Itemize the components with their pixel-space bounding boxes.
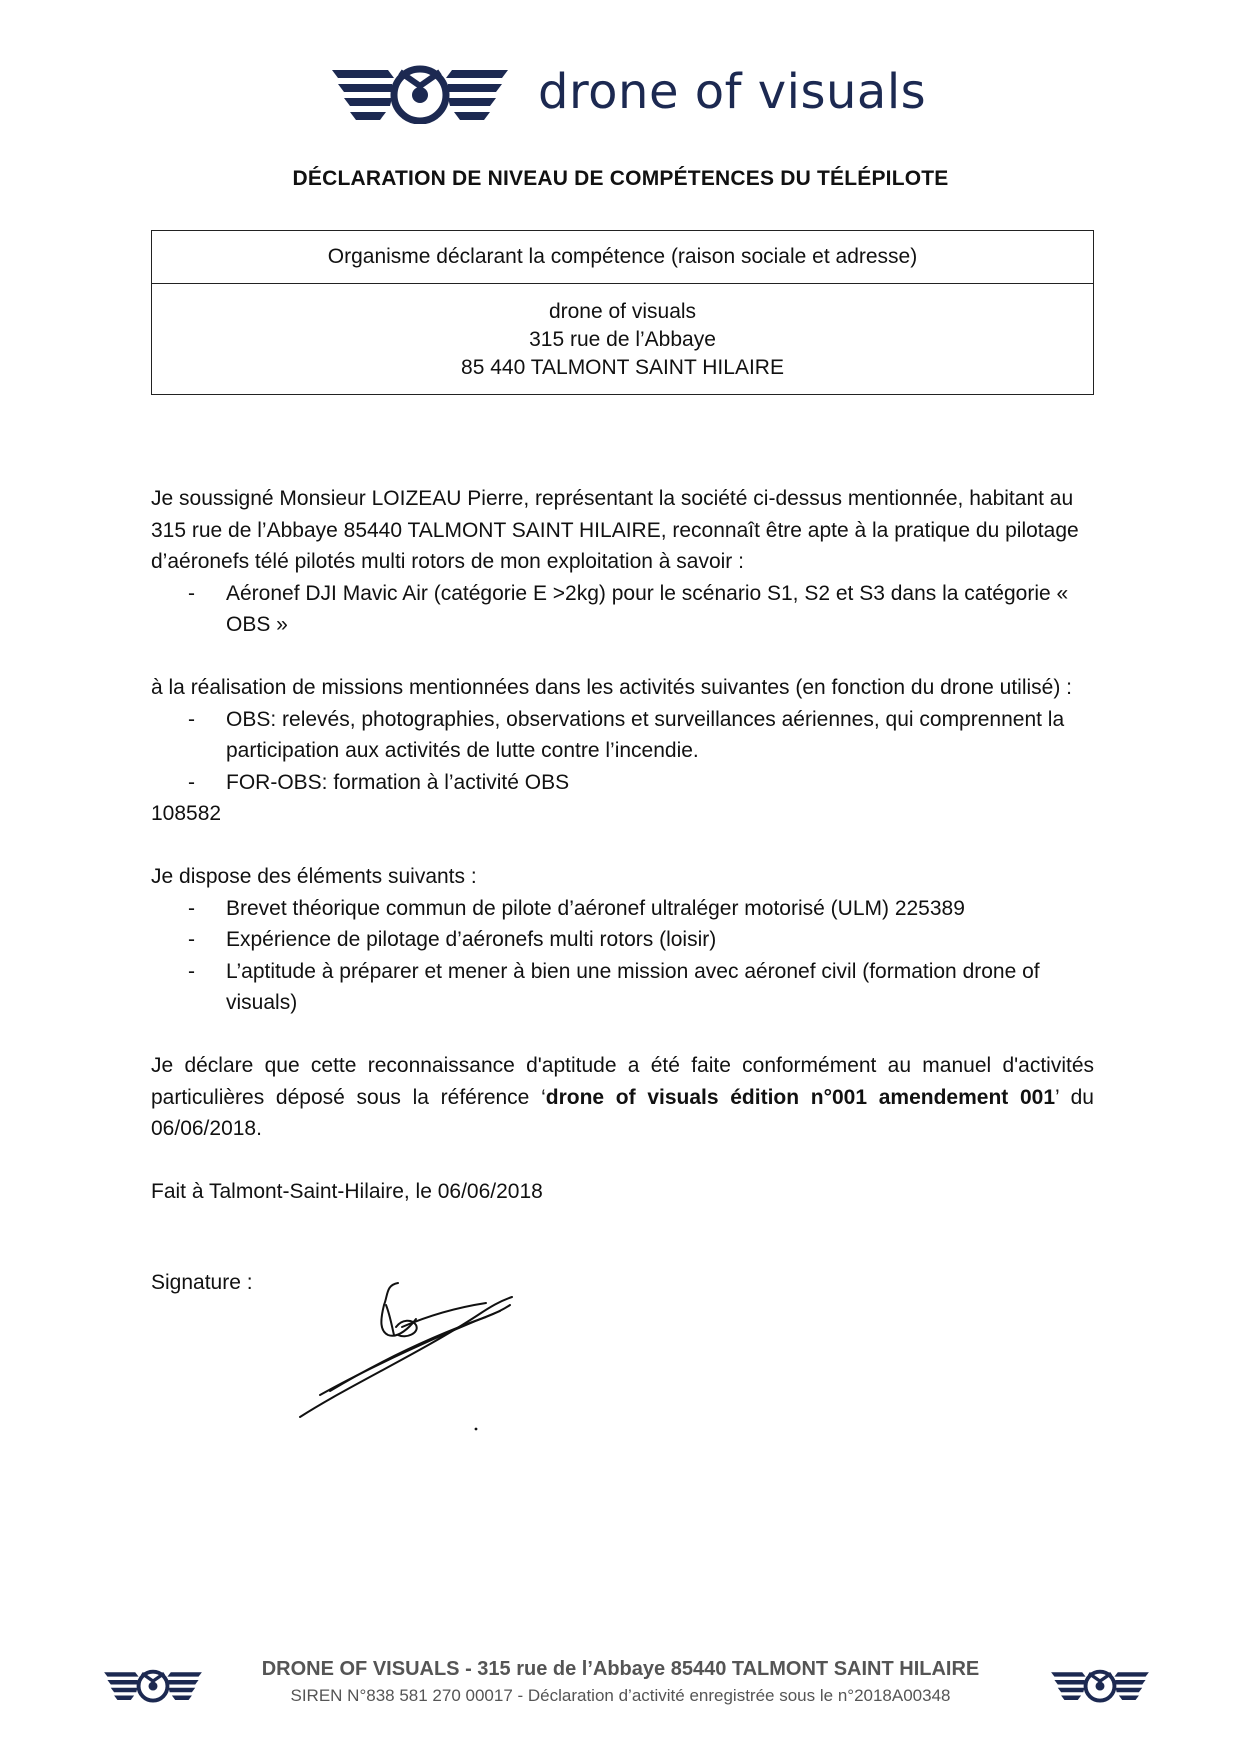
drone-of-visuals-logo-icon bbox=[1050, 1665, 1150, 1705]
organization-table bbox=[151, 230, 1094, 395]
aircraft-item: - Aéronef DJI Mavic Air (catégorie E >2kg) pour le scénario S1, S2 et S3 dans la catégorie « OBS » bbox=[188, 581, 1069, 636]
footer-company-address: DRONE OF VISUALS - 315 rue de l’Abbaye 85440 TALMONT SAINT HILAIRE bbox=[261, 1658, 980, 1680]
document-title: DÉCLARATION DE NIVEAU DE COMPÉTENCES DU TÉLÉPILOTE bbox=[292, 167, 949, 190]
drone-of-visuals-logo-icon bbox=[330, 62, 510, 124]
manual-reference: drone of visuals édition n°001 amendement 001 bbox=[545, 1085, 1056, 1109]
declaration-body bbox=[151, 483, 1094, 1208]
organization-table-header: Organisme déclarant la compétence (raison sociale et adresse) bbox=[152, 231, 1093, 284]
element-item: - L’aptitude à préparer et mener à bien une mission avec aéronef civil (formation drone of visuals) bbox=[188, 959, 1040, 1014]
signature-label: Signature : bbox=[151, 1271, 253, 1294]
element-item: - Brevet théorique commun de pilote d’aéronef ultraléger motorisé (ULM) 225389 bbox=[188, 896, 965, 920]
declaration-paragraph: Je déclare que cette reconnaissance d'aptitude a été faite conformément au manuel d'activités particulières déposé sous la référence ‘drone of visuals édition n°001 amendement 001’ du 06/06/2018. bbox=[151, 1054, 1094, 1140]
mission-item: - FOR-OBS: formation à l’activité OBS bbox=[188, 770, 570, 794]
brand-name: drone of visuals bbox=[538, 64, 927, 120]
intro-paragraph: Je soussigné Monsieur LOIZEAU Pierre, représentant la société ci-dessus mentionnée, habitant au 315 rue de l’Abbaye 85440 TALMONT SAINT HILAIRE, reconnaît être apte à la pratique du pilotage d’aéronefs télé pilotés multi rotors de mon exploitation à savoir : bbox=[151, 487, 1079, 573]
missions-intro: à la réalisation de missions mentionnées dans les activités suivantes (en fonction du drone utilisé) : bbox=[151, 676, 1072, 699]
reference-number: 108582 bbox=[151, 802, 222, 825]
mission-item: - OBS: relevés, photographies, observations et surveillances aériennes, qui comprennent la participation aux activités de lutte contre l’incendie. bbox=[188, 707, 1065, 762]
organization-city: 85 440 TALMONT SAINT HILAIRE bbox=[461, 356, 784, 379]
place-date: Fait à Talmont-Saint-Hilaire, le 06/06/2018 bbox=[151, 1180, 543, 1203]
element-item: - Expérience de pilotage d’aéronefs multi rotors (loisir) bbox=[188, 928, 717, 951]
footer-registration: SIREN N°838 581 270 00017 - Déclaration d’activité enregistrée sous le n°2018A00348 bbox=[290, 1686, 951, 1705]
organization-street: 315 rue de l’Abbaye bbox=[529, 328, 716, 351]
elements-intro: Je dispose des éléments suivants : bbox=[151, 865, 477, 888]
organization-address bbox=[152, 284, 1093, 394]
handwritten-signature-icon bbox=[290, 1275, 550, 1435]
organization-name: drone of visuals bbox=[548, 300, 697, 323]
header-logo bbox=[330, 58, 927, 128]
